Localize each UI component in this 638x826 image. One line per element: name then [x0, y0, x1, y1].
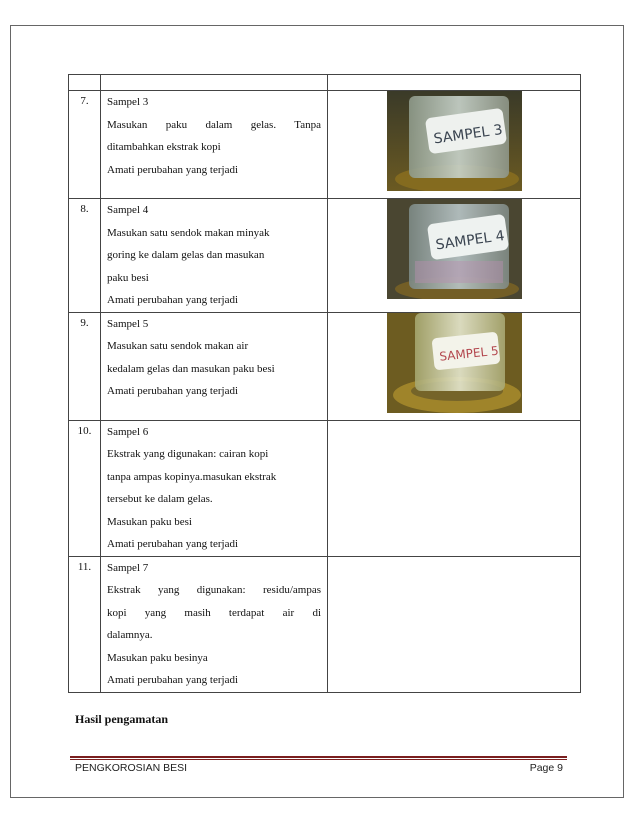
step-text: Masukan paku dalam gelas. Tanpa: [107, 118, 321, 131]
row-number: 8.: [69, 199, 101, 313]
row-image-cell: [328, 420, 581, 556]
step-text: Masukan satu sendok makan minyak: [107, 226, 270, 239]
footer-divider: [70, 756, 567, 758]
step-text: tanpa ampas kopinya.masukan ekstrak: [107, 470, 277, 483]
step-text: paku besi: [107, 271, 149, 284]
header-cell-description: [101, 75, 328, 91]
table-row: [69, 199, 581, 313]
table-row: [69, 91, 581, 199]
row-image-cell: [328, 91, 581, 199]
step-text: Masukan satu sendok makan air: [107, 340, 249, 352]
section-heading: Hasil pengamatan: [75, 712, 169, 726]
step-text: kedalam gelas dan masukan paku besi: [107, 362, 275, 375]
footer-document-title: PENGKOROSIAN BESI: [75, 762, 188, 774]
sample-title: Sampel 5: [107, 317, 149, 330]
sample-title: Sampel 6: [107, 425, 149, 438]
table-row: [69, 556, 581, 692]
step-text: Amati perubahan yang terjadi: [107, 163, 239, 176]
step-text: kopi yang masih terdapat air di: [107, 606, 321, 619]
sample-title: Sampel 3: [107, 96, 149, 108]
sample-photo: [387, 91, 522, 191]
footer-divider-thin: [70, 759, 567, 760]
row-number: 9.: [69, 312, 101, 420]
table-header-row: [69, 75, 581, 91]
step-text: ditambahkan ekstrak kopi: [107, 141, 221, 153]
step-text: Amati perubahan yang terjadi: [107, 538, 239, 550]
procedure-table: [68, 74, 581, 693]
header-cell-image: [328, 75, 581, 91]
header-cell-number: [69, 75, 101, 91]
row-description: [101, 420, 328, 556]
row-number: 7.: [69, 91, 101, 199]
row-description: [101, 556, 328, 692]
row-number: 11.: [69, 556, 101, 692]
step-text: Masukan paku besinya: [107, 651, 208, 664]
step-text: dalamnya.: [107, 629, 153, 641]
photo-label: SAMPEL 4: [434, 227, 506, 254]
footer-page-number: Page 9: [529, 762, 563, 774]
table-row: [69, 312, 581, 420]
photo-label: SAMPEL 5: [438, 343, 499, 364]
row-number: 10.: [69, 420, 101, 556]
row-image-cell: [328, 312, 581, 420]
step-text: Amati perubahan yang terjadi: [107, 385, 239, 397]
step-text: goring ke dalam gelas dan masukan: [107, 249, 265, 261]
row-description: [101, 91, 328, 199]
step-text: Ekstrak yang digunakan: cairan kopi: [107, 448, 269, 460]
step-text: Masukan paku besi: [107, 515, 192, 528]
step-text: Amati perubahan yang terjadi: [107, 674, 239, 686]
row-image-cell: [328, 199, 581, 313]
step-text: tersebut ke dalam gelas.: [107, 493, 213, 505]
step-text: Amati perubahan yang terjadi: [107, 294, 239, 306]
sample-title: Sampel 7: [107, 561, 149, 574]
photo-label: SAMPEL 3: [432, 121, 504, 148]
table-row: [69, 420, 581, 556]
row-description: [101, 312, 328, 420]
sample-photo: [387, 313, 522, 413]
row-description: [101, 199, 328, 313]
sample-title: Sampel 4: [107, 204, 149, 216]
row-image-cell: [328, 556, 581, 692]
sample-photo: [387, 199, 522, 299]
step-text: Ekstrak yang digunakan: residu/ampas: [107, 584, 321, 596]
